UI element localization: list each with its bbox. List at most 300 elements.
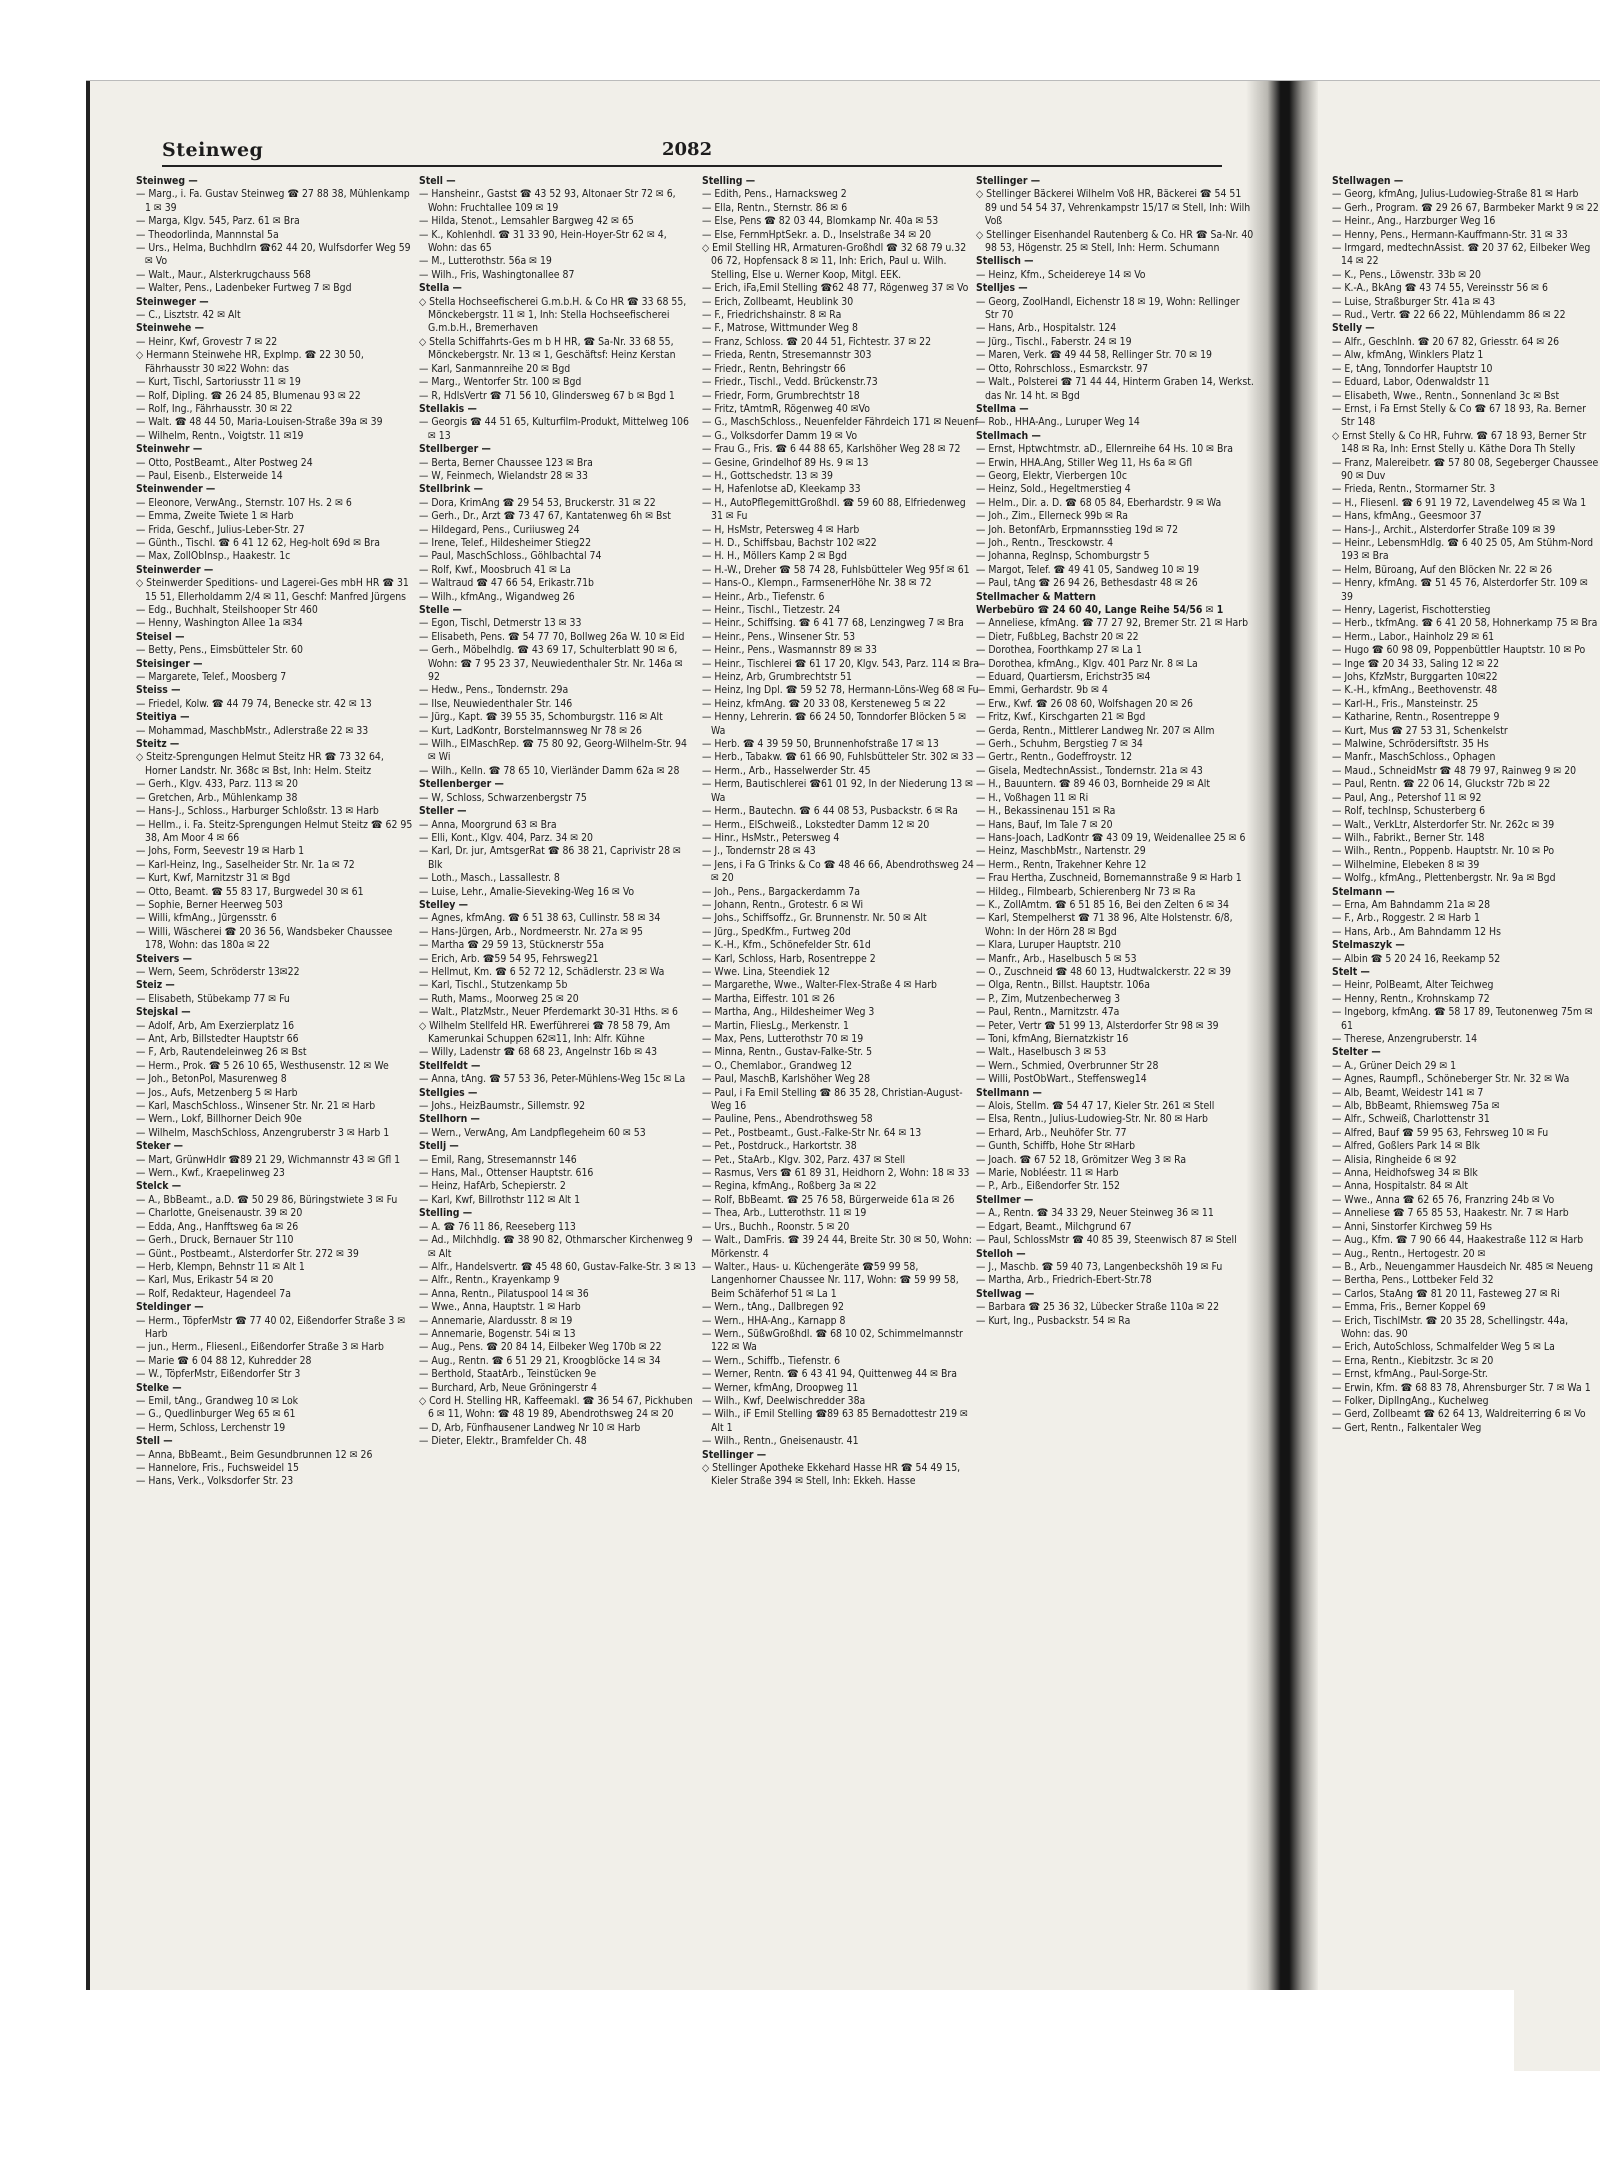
directory-entry: — Margarethe, Wwe., Walter-Flex-Straße 4 ✉ Harb	[702, 979, 937, 992]
directory-entry: — Heinz, HafArb, Schepierstr. 2	[419, 1180, 566, 1193]
directory-entry: ◇ Stellinger Bäckerei Wilhelm Voß HR, Bäckerei ☎ 54 51 89 und 54 54 37, Vehrenkampstr 15/17 ✉ Stell, Inh: Wilh Voß	[976, 188, 1251, 228]
directory-entry: — Edgart, Beamt., Milchgrund 67	[976, 1220, 1132, 1233]
directory-entry: — Walter., Haus- u. Küchengeräte ☎59 99 58, Langenhorner Chaussee Nr. 117, Wohn: ☎ 59 99 58, Beim Schäferhof 51 ✉ La 1	[702, 1260, 959, 1300]
directory-entry: — Herm, Schloss, Lerchenstr 19	[136, 1421, 286, 1434]
page-header	[162, 139, 1222, 167]
directory-entry: — Frieda, Rentn, Stresemannstr 303	[702, 349, 872, 362]
directory-entry: Steinweg —	[136, 175, 198, 187]
directory-entry: — Adolf, Arb, Am Exerzierplatz 16	[136, 1019, 295, 1032]
directory-entry: — A., Rentn. ☎ 34 33 29, Neuer Steinweg 36 ✉ 11	[976, 1207, 1214, 1220]
directory-entry: — Berthold, StaatArb., Teinstücken 9e	[419, 1368, 597, 1381]
directory-entry: — Emma, Zweite Twiete 1 ✉ Harb	[136, 510, 294, 523]
directory-entry: — Aug., Rentn. ☎ 6 51 29 21, Kroogblöcke 14 ✉ 34	[419, 1354, 661, 1367]
directory-entry: — Alois, Stellm. ☎ 54 47 17, Kieler Str. 261 ✉ Stell	[976, 1100, 1215, 1113]
directory-entry: — Paul, MaschB, Karlshöher Weg 28	[702, 1073, 871, 1086]
directory-entry: — Wwe. Lina, Steendiek 12	[702, 965, 830, 978]
directory-entry: — Alfr., Rentn., Krayenkamp 9	[419, 1274, 560, 1287]
directory-entry: — Georg, ZoolHandl, Eichenstr 18 ✉ 19, Wohn: Rellinger Str 70	[976, 295, 1240, 322]
directory-entry: — Wilh., Rentn., Gneisenaustr. 41	[702, 1435, 859, 1448]
directory-entry: — Anna, BbBeamt., Beim Gesundbrunnen 12 ✉ 26	[136, 1448, 373, 1461]
directory-entry: — Hans, Arb., Hospitalstr. 124	[976, 322, 1117, 335]
directory-entry: — Herm, Bautischlerei ☎61 01 92, In der Niederung 13 ✉ Wa	[702, 778, 974, 804]
directory-entry: — Gerda, Rentn., Mittlerer Landweg Nr. 207 ✉ Allm	[976, 724, 1215, 737]
directory-entry: — Wwe., Anna ☎ 62 65 76, Franzring 24b ✉ Vo	[1332, 1193, 1555, 1206]
directory-entry: — Else, Pens ☎ 82 03 44, Blomkamp Nr. 40a ✉ 53	[702, 215, 939, 228]
directory-entry: — Alfr., Schweiß, Charlottenstr 31	[1332, 1113, 1490, 1126]
directory-entry: — Friedr., Tischl., Vedd. Brückenstr.73	[702, 376, 878, 389]
directory-entry: — Manfr., MaschSchloss., Ophagen	[1332, 751, 1496, 764]
directory-entry: Stelke —	[136, 1381, 182, 1394]
directory-entry: — Karl, Tischl., Stutzenkamp 5b	[419, 979, 568, 992]
directory-entry: — Anna, Rentn., Pilatuspool 14 ✉ 36	[419, 1287, 589, 1300]
directory-entry: — Kurt, Tischl, Sartoriusstr 11 ✉ 19	[136, 376, 301, 389]
directory-entry: — Wilh., Kwf, Deelwischredder 38a	[702, 1394, 866, 1407]
directory-entry: — Helm, Büroang, Auf den Blöcken Nr. 22 ✉ 26	[1332, 563, 1553, 576]
directory-entry: — Heinr., Pens., Winsener Str. 53	[702, 630, 856, 643]
directory-entry: — Toni, kfmAng, Biernatzkistr 16	[976, 1033, 1129, 1045]
directory-entry: — Hellmut, Km. ☎ 6 52 72 12, Schädlerstr. 23 ✉ Wa	[419, 965, 665, 978]
directory-entry: — Henny, Lehrerin. ☎ 66 24 50, Tonndorfer Blöcken 5 ✉ Wa	[702, 711, 967, 737]
directory-entry: — F, Arb, Rautendeleinweg 26 ✉ Bst	[136, 1046, 307, 1059]
directory-entry: Steisinger —	[136, 657, 203, 670]
directory-entry: — Walt., Haselbusch 3 ✉ 53	[976, 1046, 1107, 1059]
directory-entry: — Gertr., Rentn., Godeffroystr. 12	[976, 751, 1133, 764]
directory-entry: — Paul, Eisenb., Elsterweide 14	[136, 469, 283, 482]
directory-entry: — Heinz, Arb, Grumbrechtstr 51	[702, 671, 852, 684]
directory-entry: Stellmann —	[976, 1086, 1042, 1099]
directory-entry: — Wwe., Anna, Hauptstr. 1 ✉ Harb	[419, 1301, 581, 1314]
directory-entry: — Wern., Schmied, Overbrunner Str 28	[976, 1059, 1159, 1072]
directory-entry: — Elsa, Rentn., Julius-Ludowieg-Str. Nr. 80 ✉ Harb	[976, 1113, 1208, 1126]
directory-entry: — Gerh., Möbelhdlg. ☎ 43 69 17, Schulterblatt 90 ✉ 6, Wohn: ☎ 7 95 23 37, Neuwiedenthaler Str. Nr. 146a ✉ 92	[419, 644, 683, 684]
directory-entry: — Anna, Heidhofsweg 34 ✉ Blk	[1332, 1167, 1478, 1180]
directory-entry: — W, Feinmech, Wielandstr 28 ✉ 33	[419, 469, 588, 482]
directory-entry: — Albin ☎ 5 20 24 16, Reekamp 52	[1332, 952, 1501, 965]
directory-entry: — Werner, Rentn. ☎ 6 43 41 94, Quittenweg 44 ✉ Bra	[702, 1368, 957, 1381]
directory-entry: — Erwin, HHA.Ang, Stiller Weg 11, Hs 6a ✉ Gfl	[976, 456, 1193, 469]
directory-entry: — Jens, i Fa G Trinks & Co ☎ 48 46 66, Abendrothsweg 24 ✉ 20	[702, 858, 974, 885]
directory-entry: — Günth., Tischl. ☎ 6 41 12 62, Heg-holt 69d ✉ Bra	[136, 536, 380, 549]
directory-entry: Steitiya —	[136, 711, 190, 724]
directory-column-3	[702, 175, 980, 2035]
directory-entry: — Wilhelmine, Elebeken 8 ✉ 39	[1332, 858, 1480, 871]
directory-entry: — Margot, Telef. ☎ 49 41 05, Sandweg 10 ✉ 19	[976, 563, 1200, 576]
directory-entry: — Hans-Jürgen, Arb., Nordmeerstr. Nr. 27a ✉ 95	[419, 925, 644, 938]
directory-entry: — H, Hafenlotse aD, Kleekamp 33	[702, 483, 861, 496]
directory-entry: — Agnes, kfmAng. ☎ 6 51 38 63, Cullinstr. 58 ✉ 34	[419, 912, 661, 925]
directory-entry: — K.-A., BkAng ☎ 43 74 55, Vereinsstr 56 ✉ 6	[1332, 282, 1548, 295]
directory-entry: — Erich, Zollbeamt, Heublink 30	[702, 295, 854, 308]
directory-entry: ◇ Emil Stelling HR, Armaturen-Großhdl ☎ 32 68 79 u.32 06 72, Hopfensack 8 ✉ 11, Inh: Erich, Paul u. Wilh. Stelling, Else u. Werner Koop, Mitgl. EEK.	[702, 242, 967, 281]
directory-entry: — Gerh., Druck, Bernauer Str 110	[136, 1234, 294, 1247]
directory-entry: — Herm., Bautechn. ☎ 6 44 08 53, Pusbackstr. 6 ✉ Ra	[702, 805, 958, 818]
directory-entry: — Maren, Verk. ☎ 49 44 58, Rellinger Str. 70 ✉ 19	[976, 349, 1213, 362]
directory-entry: — H.-W., Dreher ☎ 58 74 28, Fuhlsbütteler Weg 95f ✉ 61	[702, 563, 970, 576]
directory-entry: — Emmi, Gerhardstr. 9b ✉ 4	[976, 684, 1108, 697]
directory-entry: — Johs, KfzMstr, Burggarten 10✉22	[1332, 671, 1498, 684]
directory-entry: ◇ Wilhelm Stellfeld HR. Ewerführerei ☎ 78 58 79, Am Kamerunkai Schuppen 62✉11, Inh: Alfr. Kühne	[419, 1019, 671, 1045]
directory-entry: — Wern., tAng., Dallbregen 92	[702, 1301, 844, 1314]
directory-entry: — Gert, Rentn., Falkentaler Weg	[1332, 1421, 1482, 1434]
directory-entry: — C., Lisztstr. 42 ✉ Alt	[136, 309, 241, 322]
directory-entry: — H, HsMstr, Petersweg 4 ✉ Harb	[702, 523, 860, 536]
directory-entry: — Rolf, Ing., Fährhausstr. 30 ✉ 22	[136, 402, 293, 415]
directory-entry: — Urs., Buchh., Roonstr. 5 ✉ 20	[702, 1220, 850, 1233]
directory-entry: — H., Voßhagen 11 ✉ Ri	[976, 791, 1089, 804]
directory-entry: — Erich, iFa,Emil Stelling ☎62 48 77, Rögenweg 37 ✉ Vo	[702, 282, 969, 295]
directory-entry: — Peter, Vertr ☎ 51 99 13, Alsterdorfer Str 98 ✉ 39	[976, 1019, 1219, 1032]
directory-entry: — H., Bekassinenau 151 ✉ Ra	[976, 805, 1116, 818]
directory-entry: — K., ZollAmtm. ☎ 6 51 85 16, Bei den Zelten 6 ✉ 34	[976, 898, 1229, 911]
directory-entry: — Eduard, Quartiersm, Erichstr35 ✉4	[976, 671, 1151, 684]
directory-entry: Stelljes —	[976, 282, 1028, 295]
directory-entry: — Agnes, Raumpfl., Schöneberger Str. Nr. 32 ✉ Wa	[1332, 1073, 1570, 1086]
directory-entry: — Karl, Stempelherst ☎ 71 38 96, Alte Holstenstr. 6/8, Wohn: In der Hörn 28 ✉ Bgd	[976, 912, 1233, 938]
directory-entry: — Henny, Pens., Hermann-Kauffmann-Str. 31 ✉ 33	[1332, 228, 1568, 241]
directory-entry: — Rud., Vertr. ☎ 22 66 22, Mühlendamm 86 ✉ 22	[1332, 309, 1566, 322]
directory-entry: — A., BbBeamt., a.D. ☎ 50 29 86, Büringstwiete 3 ✉ Fu	[136, 1193, 398, 1206]
directory-entry: Stelling —	[702, 175, 756, 187]
directory-entry: — Herm., Prok. ☎ 5 26 10 65, Westhusenstr. 12 ✉ We	[136, 1059, 389, 1072]
directory-entry: — Max, Pens, Lutterothstr 70 ✉ 19	[702, 1033, 864, 1045]
directory-entry: — Friedr, Form, Grumbrechtstr 18	[702, 389, 860, 402]
directory-entry: Steinwender —	[136, 483, 216, 496]
directory-entry: — Mart, GrünwHdlr ☎89 21 29, Wichmannstr 43 ✉ Gfl 1	[136, 1153, 401, 1166]
directory-entry: Steldinger —	[136, 1301, 204, 1314]
directory-entry: — R, HdlsVertr ☎ 71 56 10, Glindersweg 67 b ✉ Bgd 1	[419, 389, 675, 402]
directory-entry: — Carlos, StaAng ☎ 81 20 11, Fasteweg 27 ✉ Ri	[1332, 1287, 1560, 1300]
directory-entry: — Rasmus, Vers ☎ 61 89 31, Heidhorn 2, Wohn: 18 ✉ 33	[702, 1167, 970, 1180]
directory-entry: — Joh., Pens., Bargackerdamm 7a	[702, 885, 860, 898]
directory-entry: — Edith, Pens., Harnacksweg 2	[702, 188, 847, 201]
directory-entry: — Ruth, Mams., Moorweg 25 ✉ 20	[419, 992, 579, 1005]
directory-entry: — Günt., Postbeamt., Alsterdorfer Str. 272 ✉ 39	[136, 1247, 359, 1260]
directory-entry: — Walt., VerkLtr, Alsterdorfer Str. Nr. 262c ✉ 39	[1332, 818, 1555, 831]
directory-entry: — Wern., Schiffb., Tiefenstr. 6	[702, 1354, 841, 1367]
directory-entry: — Heinz, kfmAng. ☎ 20 33 08, Kersteneweg 5 ✉ 22	[702, 697, 946, 710]
directory-entry: — Hans, Arb., Am Bahndamm 12 Hs	[1332, 925, 1501, 938]
directory-entry: — Johanna, Reglnsp, Schomburgstr 5	[976, 550, 1150, 563]
directory-entry: — Elisabeth, Stübekamp 77 ✉ Fu	[136, 992, 290, 1005]
directory-entry: — Gesine, Grindelhof 89 Hs. 9 ✉ 13	[702, 456, 869, 469]
directory-entry: — Helm., Dir. a. D. ☎ 68 05 84, Eberhardstr. 9 ✉ Wa	[976, 496, 1222, 509]
directory-entry: — Frieda, Rentn., Stormarner Str. 3	[1332, 483, 1496, 496]
directory-entry: — Walter, Pens., Ladenbeker Furtweg 7 ✉ Bgd	[136, 282, 352, 295]
directory-entry: Stelter —	[1332, 1046, 1381, 1059]
directory-entry: — Hans, Verk., Volksdorfer Str. 23	[136, 1475, 294, 1488]
book-gutter	[1246, 81, 1318, 2071]
directory-entry: — Heinr., Tischlerei ☎ 61 17 20, Klgv. 543, Parz. 114 ✉ Bra	[702, 657, 980, 670]
directory-entry: — Anna, tAng. ☎ 57 53 36, Peter-Mühlens-Weg 15c ✉ La	[419, 1073, 686, 1086]
directory-entry: — Gunth, Schiffb, Hohe Str ✉Harb	[976, 1140, 1136, 1153]
directory-entry: — Wolfg., kfmAng., Plettenbergstr. Nr. 9a ✉ Bgd	[1332, 872, 1556, 885]
directory-entry: — Dietr, FußbLeg, Bachstr 20 ✉ 22	[976, 630, 1139, 643]
directory-entry: — Joh., Rentn., Tresckowstr. 4	[976, 536, 1114, 549]
directory-entry: — Kurt, Kwf, Marnitzstr 31 ✉ Bgd	[136, 872, 291, 885]
directory-entry: — Alb, Beamt, Weidestr 141 ✉ 7	[1332, 1086, 1484, 1099]
directory-entry: — Emil, Rang, Stresemannstr 146	[419, 1153, 577, 1166]
directory-entry: — O., Chemlabor., Grandweg 12	[702, 1059, 853, 1072]
directory-entry: — Joh., Zim., Ellerneck 99b ✉ Ra	[976, 510, 1128, 523]
directory-entry: — F., Friedrichshainstr. 8 ✉ Ra	[702, 309, 842, 322]
directory-entry: — Karl, Mus, Erikastr 54 ✉ 20	[136, 1274, 274, 1287]
directory-entry: Stejskal —	[136, 1006, 191, 1019]
directory-entry: Stelly —	[1332, 322, 1375, 335]
directory-entry: — Hans-J., Schloss., Harburger Schloßstr. 13 ✉ Harb	[136, 805, 379, 818]
directory-entry: — Alb, BbBeamt, Rhiemsweg 75a ✉	[1332, 1100, 1500, 1113]
directory-entry: — Egon, Tischl, Detmerstr 13 ✉ 33	[419, 617, 582, 630]
directory-entry: — Anna, Hospitalstr. 84 ✉ Alt	[1332, 1180, 1469, 1193]
directory-entry: — Jürg., Tischl., Faberstr. 24 ✉ 19	[976, 335, 1132, 348]
directory-entry: — Eleonore, VerwAng., Sternstr. 107 Hs. 2 ✉ 6	[136, 496, 352, 509]
directory-entry: — Henry, Lagerist, Fischotterstieg	[1332, 604, 1491, 616]
directory-entry: — Heinz, Ing Dpl. ☎ 59 52 78, Hermann-Löns-Weg 68 ✉ Fu	[702, 684, 979, 697]
directory-entry: — Urs., Helma, Buchhdlrn ☎62 44 20, Wulfsdorfer Weg 59 ✉ Vo	[136, 242, 411, 268]
directory-entry: — A. ☎ 76 11 86, Reeseberg 113	[419, 1220, 576, 1233]
directory-entry: Stellenberger —	[419, 778, 504, 791]
directory-entry: — Ernst, Hptwchtmstr. aD., Ellernreihe 64 Hs. 10 ✉ Bra	[976, 443, 1233, 456]
directory-entry: ◇ Steitz-Sprengungen Helmut Steitz HR ☎ 73 32 64, Horner Landstr. Nr. 368c ✉ Bst, Inh: Helm. Steitz	[136, 751, 384, 777]
directory-entry: — Friedel, Kolw. ☎ 44 79 74, Benecke str. 42 ✉ 13	[136, 697, 372, 710]
directory-entry: — Wilh., Kelln. ☎ 78 65 10, Vierländer Damm 62a ✉ 28	[419, 764, 680, 777]
directory-entry: — Henny, Washington Allee 1a ✉34	[136, 617, 303, 630]
directory-entry: — Gerh., Dr., Arzt ☎ 73 47 67, Kantatenweg 6h ✉ Bst	[419, 510, 671, 523]
directory-entry: — Paul, Rentn. ☎ 22 06 14, Gluckstr 72b ✉ 22	[1332, 778, 1551, 791]
directory-entry: — Wilhelm, MaschSchloss, Anzengruberstr 3 ✉ Harb 1	[136, 1126, 390, 1139]
directory-entry: — Dieter, Elektr., Bramfelder Ch. 48	[419, 1435, 587, 1448]
directory-entry: — Anneliese ☎ 7 65 85 53, Haakestr. Nr. 7 ✉ Harb	[1332, 1207, 1569, 1220]
directory-entry: ◇ Stella Schiffahrts-Ges m b H HR, ☎ Sa-Nr. 33 68 55, Mönckebergstr. Nr. 13 ✉ 1, Geschäftsf: Heinz Kerstan	[419, 335, 676, 362]
directory-entry: — Alfred, Goßlers Park 14 ✉ Blk	[1332, 1140, 1480, 1153]
directory-entry: — Bertha, Pens., Lottbeker Feld 32	[1332, 1274, 1494, 1287]
directory-entry: — Karl, Dr. jur, AmtsgerRat ☎ 86 38 21, Caprivistr 28 ✉ Blk	[419, 845, 681, 871]
directory-entry: — Ernst, kfmAng., Paul-Sorge-Str.	[1332, 1368, 1488, 1381]
directory-entry: — Joh. BetonfArb, Erpmannsstieg 19d ✉ 72	[976, 523, 1179, 536]
directory-entry: — Irene, Telef., Hildesheimer Stieg22	[419, 536, 592, 549]
directory-entry: — Anneliese, kfmAng. ☎ 77 27 92, Bremer Str. 21 ✉ Harb	[976, 617, 1249, 630]
directory-entry: — Hellm., i. Fa. Steitz-Sprengungen Helmut Steitz ☎ 62 95 38, Am Moor 4 ✉ 66	[136, 818, 413, 844]
directory-entry: — Hilda, Stenot., Lemsahler Bargweg 42 ✉ 65	[419, 215, 634, 228]
directory-entry: — Loth., Masch., Lassallestr. 8	[419, 872, 560, 885]
directory-column-2	[419, 175, 697, 2035]
directory-entry: — Erhard, Arb., Neuhöfer Str. 77	[976, 1126, 1127, 1139]
directory-column-4	[976, 175, 1254, 2035]
directory-entry: Stelmaszyk —	[1332, 939, 1405, 952]
directory-entry: — H., Fliesenl. ☎ 6 91 19 72, Lavendelweg 45 ✉ Wa 1	[1332, 496, 1587, 509]
directory-entry: — Erich, TischlMstr. ☎ 20 35 28, Schellingstr. 44a, Wohn: das. 90	[1332, 1314, 1569, 1340]
directory-entry: — Paul, Ang., Petershof 11 ✉ 92	[1332, 791, 1482, 804]
directory-entry: — Luise, Lehr., Amalie-Sieveking-Weg 16 ✉ Vo	[419, 885, 635, 898]
directory-entry: — Herm., Arb., Hasselwerder Str. 45	[702, 764, 871, 777]
directory-entry: — Luise, Straßburger Str. 41a ✉ 43	[1332, 295, 1496, 308]
directory-entry: — Wilh., Fabrikt., Berner Str. 148	[1332, 831, 1485, 844]
running-head: Steinweg	[162, 139, 264, 161]
directory-entry: — Elisabeth, Pens. ☎ 54 77 70, Bollweg 26a W. 10 ✉ Eid	[419, 630, 685, 643]
directory-entry: — Alw, kfmAng, Winklers Platz 1	[1332, 349, 1484, 362]
directory-entry: — Johs., HeizBaumstr., Sillemstr. 92	[419, 1100, 586, 1113]
directory-entry: — Burchard, Arb, Neue Gröningerstr 4	[419, 1381, 597, 1394]
directory-entry: — Erna, Rentn., Kiebitzstr. 3c ✉ 20	[1332, 1354, 1494, 1367]
directory-entry: Steisel —	[136, 630, 185, 643]
directory-entry: — Heinz, Sold., Hegeltmerstieg 4	[976, 483, 1131, 496]
directory-entry: — Dorothea, Foorthkamp 27 ✉ La 1	[976, 644, 1142, 657]
directory-entry: — Karl, Sanmannreihe 20 ✉ Bgd	[419, 362, 571, 375]
directory-entry: — Gretchen, Arb., Mühlenkamp 38	[136, 791, 298, 804]
directory-entry: Stellwag —	[976, 1287, 1035, 1300]
directory-entry: Werbebüro ☎ 24 60 40, Lange Reihe 54/56 ✉ 1	[976, 604, 1224, 616]
directory-entry: — Wilh., iF Emil Stelling ☎89 63 85 Bernadottestr 219 ✉ Alt 1	[702, 1408, 968, 1434]
directory-entry: — Wilh., Fris, Washingtonallee 87	[419, 268, 575, 281]
directory-entry: — Wern., Lokf, Billhorner Deich 90e	[136, 1113, 302, 1126]
directory-entry: — H., Bauuntern. ☎ 89 46 03, Bornheide 29 ✉ Alt	[976, 778, 1211, 791]
directory-entry: — P., Arb., Eißendorfer Str. 152	[976, 1180, 1120, 1193]
directory-entry: — Edg., Buchhalt, Steilshooper Str 460	[136, 604, 318, 616]
directory-entry: — Heinr, PolBeamt, Alter Teichweg	[1332, 979, 1494, 992]
directory-entry: — Annemarie, Bogenstr. 54i ✉ 13	[419, 1327, 576, 1340]
directory-entry: — Anni, Sinstorfer Kirchweg 59 Hs	[1332, 1220, 1492, 1233]
directory-entry: — Erw., Kwf. ☎ 26 08 60, Wolfshagen 20 ✉ 26	[976, 697, 1193, 710]
directory-entry: — Alfr., Geschlnh. ☎ 20 67 82, Griesstr. 64 ✉ 26	[1332, 335, 1560, 348]
directory-entry: — Jos., Aufs, Metzenberg 5 ✉ Harb	[136, 1086, 298, 1099]
directory-entry: — Paul, SchlossMstr ☎ 40 85 39, Steenwisch 87 ✉ Stell	[976, 1234, 1237, 1247]
directory-entry: — Hildeg., Filmbearb, Schierenberg Nr 73 ✉ Ra	[976, 885, 1196, 898]
directory-entry: — K.-H., Kfm., Schönefelder Str. 61d	[702, 939, 871, 952]
directory-column-1	[136, 175, 414, 2035]
directory-entry: Stell —	[136, 1435, 173, 1448]
directory-entry: — Otto, Rohrschloss., Esmarckstr. 97	[976, 362, 1149, 375]
directory-entry: Stellisch —	[976, 255, 1034, 268]
page-edge	[86, 81, 90, 2071]
directory-entry: — Marg., Wentorfer Str. 100 ✉ Bgd	[419, 376, 582, 389]
directory-entry: — Heinz, Kfm., Scheidereye 14 ✉ Vo	[976, 268, 1146, 281]
directory-entry: — K., Kohlenhdl. ☎ 31 33 90, Hein-Hoyer-Str 62 ✉ 4, Wohn: das 65	[419, 228, 667, 255]
directory-entry: — Martha ☎ 29 59 13, Stücknerstr 55a	[419, 939, 604, 952]
directory-entry: — Georgis ☎ 44 51 65, Kulturfilm-Produkt, Mittelweg 106 ✉ 13	[419, 416, 689, 442]
directory-entry: — Wern., Kwf., Kraepelinweg 23	[136, 1167, 285, 1180]
directory-entry: — G., Quedlinburger Weg 65 ✉ 61	[136, 1408, 296, 1421]
directory-entry: — E, tAng, Tonndorfer Hauptstr 10	[1332, 362, 1493, 375]
directory-entry: — Ant, Arb, Billstedter Hauptstr 66	[136, 1033, 299, 1045]
directory-entry: Stellinger —	[976, 175, 1041, 187]
directory-entry: — Hans-O., Klempn., FarmsenerHöhe Nr. 38 ✉ 72	[702, 577, 932, 590]
directory-entry: — Franz, Schloss. ☎ 20 44 51, Fichtestr. 37 ✉ 22	[702, 335, 932, 348]
directory-entry: — Marie ☎ 6 04 88 12, Kuhredder 28	[136, 1354, 312, 1367]
directory-entry: — jun., Herm., Fliesenl., Eißendorfer Straße 3 ✉ Harb	[136, 1341, 384, 1354]
directory-entry: Stellfeldt —	[419, 1059, 481, 1072]
directory-entry: — Pet., Postdruck., Harkortstr. 38	[702, 1140, 857, 1153]
directory-entry: — Walt., PlatzMstr., Neuer Pferdemarkt 30-31 Hths. ✉ 6	[419, 1006, 678, 1019]
directory-entry: Stellhorn —	[419, 1113, 480, 1126]
directory-entry: — Walt. ☎ 48 44 50, Maria-Louisen-Straße 39a ✉ 39	[136, 416, 383, 429]
directory-entry: — Johann, Rentn., Grotestr. 6 ✉ Wi	[702, 898, 864, 911]
directory-entry: — Emil, tAng., Grandweg 10 ✉ Lok	[136, 1394, 299, 1407]
directory-entry: — Paul, MaschSchloss., Göhlbachtal 74	[419, 550, 602, 563]
directory-entry: — Edda, Ang., Hanfftsweg 6a ✉ 26	[136, 1220, 299, 1233]
directory-entry: — Heinz, MaschbMstr., Nartenstr. 29	[976, 845, 1146, 858]
directory-entry: — K., Pens., Löwenstr. 33b ✉ 20	[1332, 268, 1481, 281]
directory-entry: ◇ Cord H. Stelling HR, Kaffeemakl. ☎ 36 54 67, Pickhuben 6 ✉ 11, Wohn: ☎ 48 19 89, Abendrothsweg 24 ✉ 20	[419, 1394, 693, 1421]
directory-entry: — Marie, Nobléestr. 11 ✉ Harb	[976, 1167, 1119, 1180]
directory-entry: — Herb., tkfmAng. ☎ 6 41 20 58, Hohnerkamp 75 ✉ Bra	[1332, 617, 1598, 630]
directory-entry: — Olga, Rentn., Billst. Hauptstr. 106a	[976, 979, 1150, 992]
directory-entry: — Karl, Kwf, Billrothstr 112 ✉ Alt 1	[419, 1193, 581, 1206]
directory-entry: — Theodorlinda, Mannnstal 5a	[136, 228, 279, 241]
directory-entry: Steinweger —	[136, 295, 209, 308]
directory-entry: — Jürg., SpedKfm., Furtweg 20d	[702, 925, 851, 938]
directory-entry: — Manfr., Arb., Haselbusch 5 ✉ 53	[976, 952, 1137, 965]
directory-entry: — Georg, kfmAng, Julius-Ludowieg-Straße 81 ✉ Harb	[1332, 188, 1579, 201]
scan-margin	[0, 0, 86, 2177]
directory-entry: — Frau Hertha, Zuschneid, Bornemannstraße 9 ✉ Harb 1	[976, 872, 1242, 885]
directory-entry: — Joh., BetonPol, Masurenweg 8	[136, 1073, 287, 1086]
directory-entry: Steiz —	[136, 979, 175, 992]
directory-entry: — Ella, Rentn., Sternstr. 86 ✉ 6	[702, 201, 848, 214]
directory-entry: — Aug., Pens. ☎ 20 84 14, Eilbeker Weg 170b ✉ 22	[419, 1341, 662, 1354]
directory-entry: — Martha, Ang., Hildesheimer Weg 3	[702, 1006, 875, 1019]
directory-entry: — O., Zuschneid ☎ 48 60 13, Hudtwalckerstr. 22 ✉ 39	[976, 965, 1231, 978]
directory-entry: — Martin, FliesLg., Merkenstr. 1	[702, 1019, 850, 1032]
directory-entry: — J., Maschb. ☎ 59 40 73, Langenbeckshöh 19 ✉ Fu	[976, 1260, 1223, 1273]
directory-entry: — Berta, Berner Chaussee 123 ✉ Bra	[419, 456, 593, 469]
directory-entry: — Dorothea, kfmAng., Klgv. 401 Parz Nr. 8 ✉ La	[976, 657, 1198, 670]
directory-entry: — Paul, tAng ☎ 26 94 26, Bethesdastr 48 ✉ 26	[976, 577, 1198, 590]
directory-entry: — Henry, kfmAng. ☎ 51 45 76, Alsterdorfer Str. 109 ✉ 39	[1332, 577, 1588, 603]
directory-entry: Steinwehe —	[136, 322, 204, 335]
directory-entry: ◇ Ernst Stelly & Co HR, Fuhrw. ☎ 67 18 93, Berner Str 148 ✉ Ra, Inh: Ernst Stelly u. Käthe Dora Th Stelly	[1332, 429, 1587, 456]
directory-entry: — Herm., ElSchweiß., Lokstedter Damm 12 ✉ 20	[702, 818, 930, 831]
directory-entry: — Hugo ☎ 60 98 09, Poppenbüttler Hauptstr. 10 ✉ Po	[1332, 644, 1586, 657]
directory-entry: Stellma —	[976, 402, 1029, 415]
directory-entry: — Minna, Rentn., Gustav-Falke-Str. 5	[702, 1046, 873, 1059]
directory-entry: — Karl-H., Fris., Mansteinstr. 25	[1332, 697, 1479, 710]
directory-entry: — Kurt, Ing., Pusbackstr. 54 ✉ Ra	[976, 1314, 1131, 1327]
directory-entry: — Karl, Schloss, Harb, Rosentreppe 2	[702, 952, 876, 965]
directory-entry: — Herb, Klempn, Behnstr 11 ✉ Alt 1	[136, 1260, 305, 1273]
directory-entry: — Erna, Am Bahndamm 21a ✉ 28	[1332, 898, 1491, 911]
scan-bottom-margin	[0, 1990, 1514, 2097]
directory-entry: Steller —	[419, 805, 467, 818]
directory-entry: Steivers —	[136, 952, 192, 965]
directory-entry: — Heinr., Ang., Harzburger Weg 16	[1332, 215, 1496, 228]
directory-entry: — Alfr., Handelsvertr. ☎ 45 48 60, Gustav-Falke-Str. 3 ✉ 13	[419, 1260, 697, 1273]
directory-entry: — Hans, kfmAng., Geesmoor 37	[1332, 510, 1482, 523]
directory-entry: — Paul, Rentn., Marnitzstr. 47a	[976, 1006, 1120, 1019]
directory-entry: — Heinr., Schiffsing. ☎ 6 41 77 68, Lenzingweg 7 ✉ Bra	[702, 617, 964, 630]
directory-entry: Stellgies —	[419, 1086, 478, 1099]
directory-entry: — Heinr., Arb., Tiefenstr. 6	[702, 590, 825, 603]
directory-entry: — Kurt, Mus ☎ 27 53 31, Schenkelstr	[1332, 724, 1508, 737]
directory-entry: — Waltraud ☎ 47 66 54, Erikastr.71b	[419, 577, 594, 590]
directory-entry: — K.-H., kfmAng., Beethovenstr. 48	[1332, 684, 1498, 697]
directory-entry: Steiss —	[136, 684, 181, 697]
directory-entry: — Paul, i Fa Emil Stelling ☎ 86 35 28, Christian-August-Weg 16	[702, 1086, 963, 1113]
directory-entry: — Katharine, Rentn., Rosentreppe 9	[1332, 711, 1500, 724]
directory-entry: — Willi, PostObWart., Steffensweg14	[976, 1073, 1147, 1086]
directory-entry: Stelley —	[419, 898, 468, 911]
directory-entry: Steinwehr —	[136, 443, 203, 456]
directory-entry: — Erich, AutoSchloss, Schmalfelder Weg 5 ✉ La	[1332, 1341, 1555, 1354]
directory-entry: — Marg., i. Fa. Gustav Steinweg ☎ 27 88 38, Mühlenkamp 1 ✉ 39	[136, 188, 410, 214]
directory-entry: — Eduard, Labor, Odenwaldstr 11	[1332, 376, 1490, 389]
directory-entry: — Alfred, Bauf ☎ 59 95 63, Fehrsweg 10 ✉ Fu	[1332, 1126, 1549, 1139]
directory-entry: ◇ Hermann Steinwehe HR, Explmp. ☎ 22 30 50, Fährhausstr 30 ✉22 Wohn: das	[136, 349, 364, 375]
directory-entry: — Heinr., Tischl., Tietzestr. 24	[702, 604, 841, 616]
directory-entry: Stelmann —	[1332, 885, 1395, 898]
directory-entry: — H., Gottschedstr. 13 ✉ 39	[702, 469, 833, 482]
directory-entry: — A., Grüner Deich 29 ✉ 1	[1332, 1059, 1457, 1072]
directory-entry: — Betty, Pens., Eimsbütteler Str. 60	[136, 644, 303, 657]
directory-entry: — Heinr, Kwf, Grovestr 7 ✉ 22	[136, 335, 278, 348]
